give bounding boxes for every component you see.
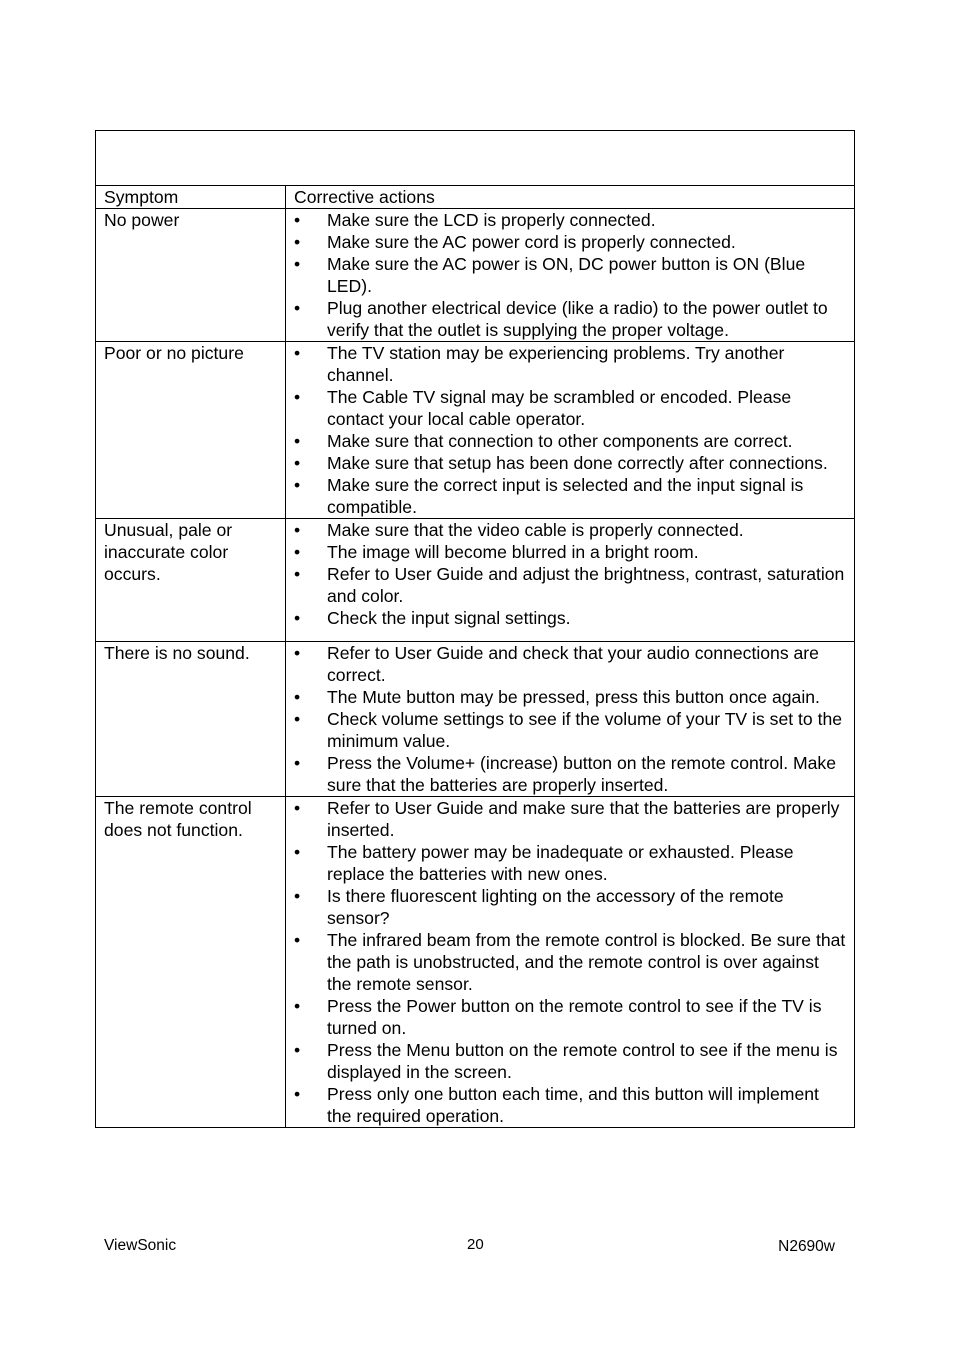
action-text: Make sure the correct input is selected and the input signal is compatible. bbox=[327, 475, 804, 517]
action-text: Check volume settings to see if the volume of your TV is set to the minimum value. bbox=[327, 709, 843, 751]
action-text: Press the Power button on the remote control to see if the TV is turned on. bbox=[327, 996, 822, 1038]
footer-brand: ViewSonic bbox=[104, 1237, 177, 1254]
bullet-icon: • bbox=[294, 930, 301, 950]
symptom-cell bbox=[96, 209, 286, 342]
action-text: Refer to User Guide and check that your audio connections are correct. bbox=[327, 643, 819, 685]
action-item bbox=[294, 995, 846, 1039]
bullet-icon: • bbox=[294, 564, 301, 584]
action-text: Make sure that the video cable is properly connected. bbox=[327, 520, 744, 540]
bullet-icon: • bbox=[294, 542, 301, 562]
action-item bbox=[294, 474, 846, 518]
bullet-icon: • bbox=[294, 643, 301, 663]
action-item bbox=[294, 297, 846, 341]
action-text: Make sure that setup has been done correctly after connections. bbox=[327, 453, 828, 473]
action-text: Make sure that connection to other components are correct. bbox=[327, 431, 793, 451]
action-item bbox=[294, 386, 846, 430]
action-text: Make sure the AC power cord is properly connected. bbox=[327, 232, 736, 252]
action-text: Refer to User Guide and make sure that the batteries are properly inserted. bbox=[327, 798, 840, 840]
symptom-cell bbox=[96, 642, 286, 797]
bullet-icon: • bbox=[294, 709, 301, 729]
table-row bbox=[96, 519, 855, 642]
symptom-text: Poor or no picture bbox=[104, 343, 244, 363]
symptom-cell bbox=[96, 797, 286, 1128]
action-text: Press the Menu button on the remote control to see if the menu is displayed in the screen. bbox=[327, 1040, 838, 1082]
bullet-icon: • bbox=[294, 687, 301, 707]
bullet-icon: • bbox=[294, 453, 301, 473]
action-text: Is there fluorescent lighting on the accessory of the remote sensor? bbox=[327, 886, 784, 928]
action-list bbox=[294, 209, 846, 341]
action-item bbox=[294, 209, 846, 231]
bullet-icon: • bbox=[294, 842, 301, 862]
table-header-row bbox=[96, 186, 855, 209]
table-row bbox=[96, 642, 855, 797]
footer-model: N2690w bbox=[778, 1238, 835, 1255]
action-text: Make sure the LCD is properly connected. bbox=[327, 210, 656, 230]
header-corrective-actions: Corrective actions bbox=[286, 186, 855, 209]
bullet-icon: • bbox=[294, 210, 301, 230]
action-item bbox=[294, 885, 846, 929]
action-list bbox=[294, 342, 846, 518]
table-row bbox=[96, 797, 855, 1128]
bullet-icon: • bbox=[294, 387, 301, 407]
action-text: The Mute button may be pressed, press this button once again. bbox=[327, 687, 820, 707]
action-text: The image will become blurred in a bright room. bbox=[327, 542, 699, 562]
bullet-icon: • bbox=[294, 886, 301, 906]
bullet-icon: • bbox=[294, 1084, 301, 1104]
action-list bbox=[294, 519, 846, 629]
bullet-icon: • bbox=[294, 753, 301, 773]
symptom-text: There is no sound. bbox=[104, 643, 250, 663]
action-item bbox=[294, 231, 846, 253]
action-item bbox=[294, 430, 846, 452]
corrective-actions-cell bbox=[286, 519, 855, 642]
symptom-text: The remote control does not function. bbox=[104, 798, 252, 840]
header-symptom: Symptom bbox=[96, 186, 286, 209]
action-item bbox=[294, 519, 846, 541]
table-row bbox=[96, 342, 855, 519]
corrective-actions-cell bbox=[286, 209, 855, 342]
table-title-cell bbox=[96, 131, 855, 186]
action-list bbox=[294, 642, 846, 796]
action-item bbox=[294, 541, 846, 563]
action-text: Make sure the AC power is ON, DC power button is ON (Blue LED). bbox=[327, 254, 806, 296]
action-item bbox=[294, 841, 846, 885]
action-text: Press only one button each time, and this button will implement the required operation. bbox=[327, 1084, 819, 1126]
action-item bbox=[294, 253, 846, 297]
bullet-icon: • bbox=[294, 431, 301, 451]
action-text: Refer to User Guide and adjust the brightness, contrast, saturation and color. bbox=[327, 564, 845, 606]
action-text: Check the input signal settings. bbox=[327, 608, 571, 628]
symptom-text: No power bbox=[104, 210, 180, 230]
corrective-actions-cell bbox=[286, 342, 855, 519]
bullet-icon: • bbox=[294, 254, 301, 274]
bullet-icon: • bbox=[294, 475, 301, 495]
action-text: The TV station may be experiencing problems. Try another channel. bbox=[327, 343, 785, 385]
action-item bbox=[294, 342, 846, 386]
action-item bbox=[294, 563, 846, 607]
table-title-row bbox=[96, 131, 855, 186]
action-text: The Cable TV signal may be scrambled or encoded. Please contact your local cable operator. bbox=[327, 387, 792, 429]
action-item bbox=[294, 1083, 846, 1127]
action-text: Plug another electrical device (like a radio) to the power outlet to verify that the outlet is supplying the proper voltage. bbox=[327, 298, 828, 340]
action-text: The infrared beam from the remote control is blocked. Be sure that the path is unobstructed, and the remote control is over against the remote sensor. bbox=[327, 930, 846, 994]
symptom-cell bbox=[96, 342, 286, 519]
footer-page-number: 20 bbox=[467, 1236, 484, 1253]
bullet-icon: • bbox=[294, 520, 301, 540]
bullet-icon: • bbox=[294, 298, 301, 318]
action-item bbox=[294, 686, 846, 708]
symptom-cell bbox=[96, 519, 286, 642]
corrective-actions-cell bbox=[286, 797, 855, 1128]
action-item bbox=[294, 708, 846, 752]
action-item bbox=[294, 752, 846, 796]
action-list bbox=[294, 797, 846, 1127]
action-item bbox=[294, 929, 846, 995]
bullet-icon: • bbox=[294, 343, 301, 363]
action-item bbox=[294, 1039, 846, 1083]
corrective-actions-cell bbox=[286, 642, 855, 797]
bullet-icon: • bbox=[294, 608, 301, 628]
symptom-text: Unusual, pale or inaccurate color occurs. bbox=[104, 520, 233, 584]
table-row bbox=[96, 209, 855, 342]
bullet-icon: • bbox=[294, 232, 301, 252]
bullet-icon: • bbox=[294, 798, 301, 818]
action-item bbox=[294, 607, 846, 629]
action-item bbox=[294, 452, 846, 474]
action-text: Press the Volume+ (increase) button on the remote control. Make sure that the batteries are properly inserted. bbox=[327, 753, 837, 795]
action-item bbox=[294, 797, 846, 841]
troubleshooting-table bbox=[95, 130, 855, 1128]
bullet-icon: • bbox=[294, 1040, 301, 1060]
action-item bbox=[294, 642, 846, 686]
action-text: The battery power may be inadequate or exhausted. Please replace the batteries with new ones. bbox=[327, 842, 794, 884]
bullet-icon: • bbox=[294, 996, 301, 1016]
